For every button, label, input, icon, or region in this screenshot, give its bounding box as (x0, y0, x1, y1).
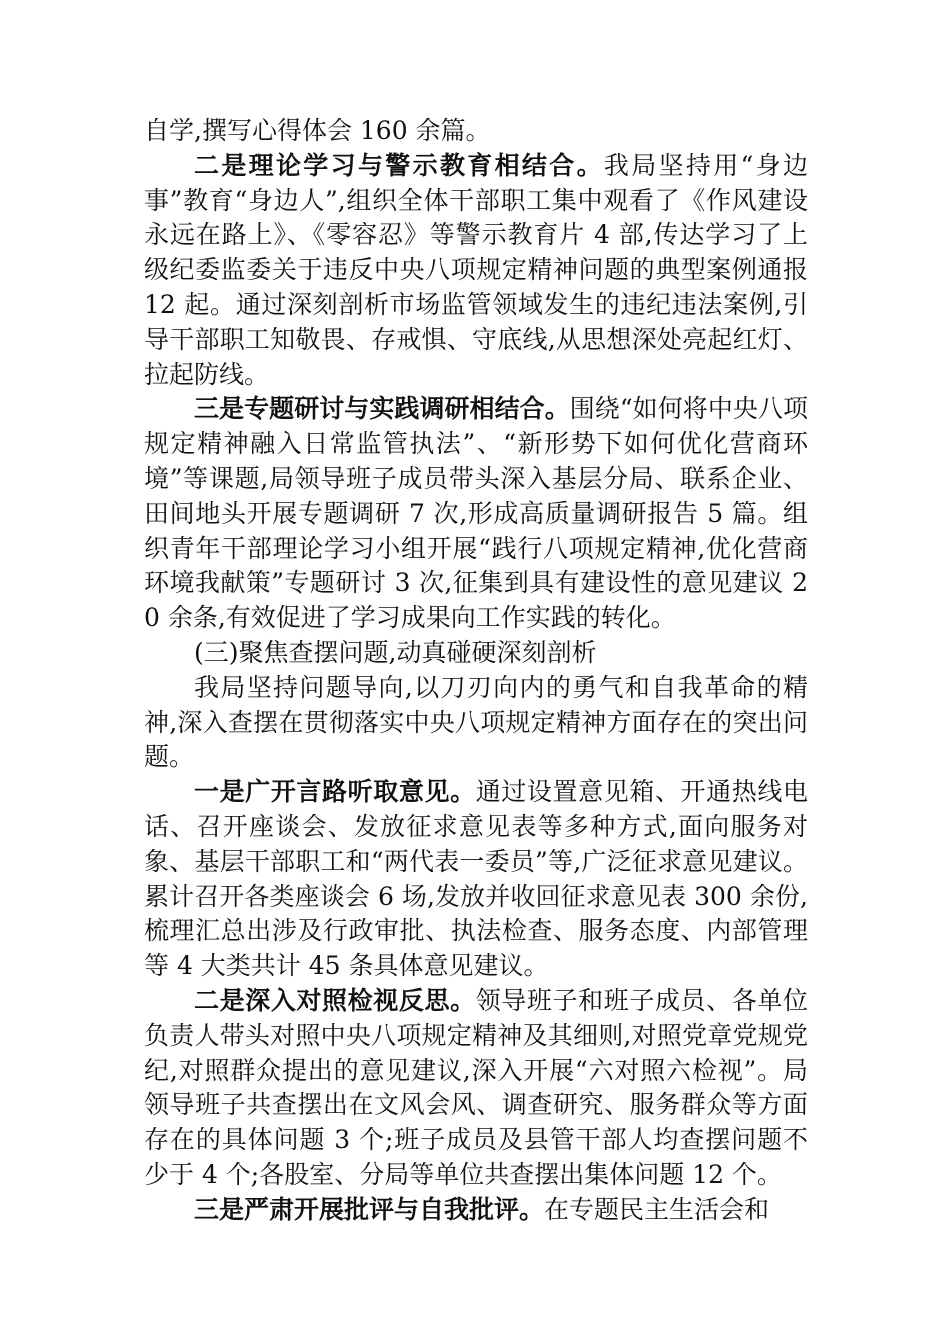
paragraph-text: 我局坚持用“身边事”教育“身边人”,组织全体干部职工集中观看了《作风建设永远在路上》、《零容忍》等警示教育片 4 部,传达学习了上级纪委监委关于违反中央八项规定精神问题的典型案例通报 12 起。通过深刻剖析市场监管领域发生的违纪违法案例,引导干部职工知敬畏、存戒惧、守底线,从思想深处亮起红灯、拉起防线。 (144, 150, 808, 389)
paragraph-lead: 三是严肃开展批评与自我批评。 (194, 1194, 545, 1224)
paragraph-text: 围绕“如何将中央八项规定精神融入日常监管执法”、“新形势下如何优化营商环境”等课题,局领导班子成员带头深入基层分局、联系企业、田间地头开展专题调研 7 次,形成高质量调研报告 5 篇。组织青年干部理论学习小组开展“践行八项规定精神,优化营商环境我献策”专题研讨 3 次,征集到具有建设性的意见建议 20 余条,有效促进了学习成果向工作实践的转化。 (144, 394, 808, 633)
section-heading (144, 636, 808, 671)
paragraph-lead: 三是专题研讨与实践调研相结合。 (194, 394, 570, 424)
section-heading-text: (三)聚焦查摆问题,动真碰硬深刻剖析 (194, 637, 597, 667)
paragraph-lead: 一是广开言路听取意见。 (194, 777, 476, 807)
paragraph-continuation (144, 114, 808, 149)
paragraph-problem-oriented (144, 671, 808, 775)
paragraph-research-practice (144, 392, 808, 636)
paragraph-criticism (144, 1193, 808, 1228)
paragraph-theory-warning (144, 149, 808, 393)
paragraph-text: 我局坚持问题导向,以刀刃向内的勇气和自我革命的精神,深入查摆在贯彻落实中央八项规定精神方面存在的突出问题。 (144, 672, 808, 772)
paragraph-text: 在专题民主生活会和 (544, 1194, 770, 1224)
paragraph-listen-opinions (144, 775, 808, 984)
paragraph-lead: 二是深入对照检视反思。 (194, 985, 476, 1015)
paragraph-text: 领导班子和班子成员、各单位负责人带头对照中央八项规定精神及其细则,对照党章党规党纪,对照群众提出的意见建议,深入开展“六对照六检视”。局领导班子共查摆出在文风会风、调查研究、服务群众等方面存在的具体问题 3 个;班子成员及县管干部人均查摆问题不少于 4 个;各股室、分局等单位共查摆出集体问题 12 个。 (144, 985, 808, 1189)
paragraph-self-examination (144, 984, 808, 1193)
paragraph-text: 自学,撰写心得体会 160 余篇。 (144, 116, 491, 145)
paragraph-text: 通过设置意见箱、开通热线电话、召开座谈会、发放征求意见表等多种方式,面向服务对象、基层干部职工和“两代表一委员”等,广泛征求意见建议。累计召开各类座谈会 6 场,发放并收回征求意见表 300 余份,梳理汇总出涉及行政审批、执法检查、服务态度、内部管理等 4 大类共计 45 条具体意见建议。 (144, 777, 808, 981)
paragraph-lead: 二是理论学习与警示教育相结合。 (194, 150, 604, 180)
document-page (144, 114, 808, 1228)
